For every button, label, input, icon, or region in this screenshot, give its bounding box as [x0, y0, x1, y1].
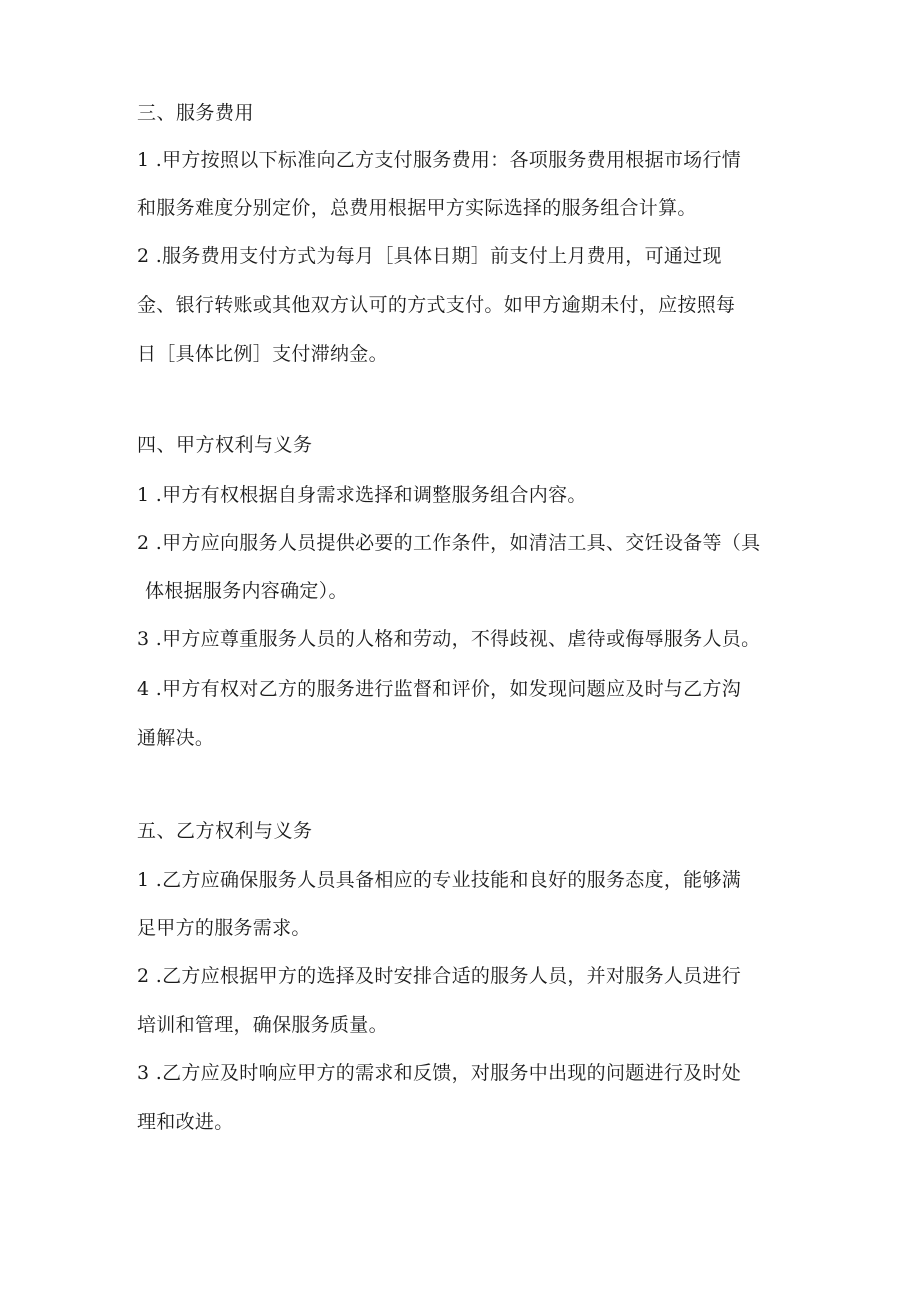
list-item-line	[137, 148, 741, 172]
item-number: 1	[137, 869, 150, 891]
item-number: 3	[137, 628, 150, 650]
item-text: .甲方有权根据自身需求选择和调整服务组合内容。	[155, 484, 587, 506]
item-text: .甲方应尊重服务人员的人格和劳动，不得歧视、虐待或侮辱服务人员。	[155, 628, 761, 650]
list-item-line: 理和改进。	[137, 1111, 234, 1133]
item-number: 4	[137, 678, 150, 700]
item-text: .甲方按照以下标准向乙方支付服务费用：各项服务费用根据市场行情	[155, 149, 742, 171]
section-heading: 三、服务费用	[137, 102, 255, 124]
item-number: 1	[137, 484, 150, 506]
item-number: 2	[137, 532, 150, 554]
list-item-line: 金、银行转账或其他双方认可的方式支付。如甲方逾期未付，应按照每	[137, 294, 736, 316]
item-number: 3	[137, 1062, 150, 1084]
list-item-line: 培训和管理，确保服务质量。	[137, 1014, 388, 1036]
list-item-line: 和服务难度分别定价，总费用根据甲方实际选择的服务组合计算。	[137, 197, 697, 219]
list-item-line	[137, 244, 722, 268]
item-text: .甲方应向服务人员提供必要的工作条件，如清洁工具、交饪设备等（具	[155, 532, 761, 554]
list-item-line: 体根据服务内容确定）。	[145, 580, 348, 602]
item-text: .甲方有权对乙方的服务进行监督和评价，如发现问题应及时与乙方沟	[155, 678, 742, 700]
list-item-line: 日［具体比例］支付滞纳金。	[137, 343, 388, 365]
item-number: 2	[137, 245, 150, 267]
item-number: 2	[137, 965, 150, 987]
section-heading: 四、甲方权利与义务	[137, 434, 313, 456]
list-item-line	[137, 1061, 741, 1085]
list-item-line	[137, 531, 760, 555]
list-item-line: 足甲方的服务需求。	[137, 917, 311, 939]
item-text: .乙方应确保服务人员具备相应的专业技能和良好的服务态度，能够满	[155, 869, 742, 891]
section-heading: 五、乙方权利与义务	[137, 820, 313, 842]
list-item-line	[137, 868, 741, 892]
list-item-line: 通解决。	[137, 727, 215, 749]
list-item-line	[137, 964, 741, 988]
item-text: .乙方应及时响应甲方的需求和反馈，对服务中出现的问题进行及时处	[155, 1062, 742, 1084]
list-item-line	[137, 627, 760, 651]
item-text: .服务费用支付方式为每月［具体日期］前支付上月费用，可通过现	[155, 245, 722, 267]
item-text: .乙方应根据甲方的选择及时安排合适的服务人员，并对服务人员进行	[155, 965, 742, 987]
list-item-line	[137, 677, 741, 701]
item-number: 1	[137, 149, 150, 171]
list-item-line	[137, 483, 587, 507]
